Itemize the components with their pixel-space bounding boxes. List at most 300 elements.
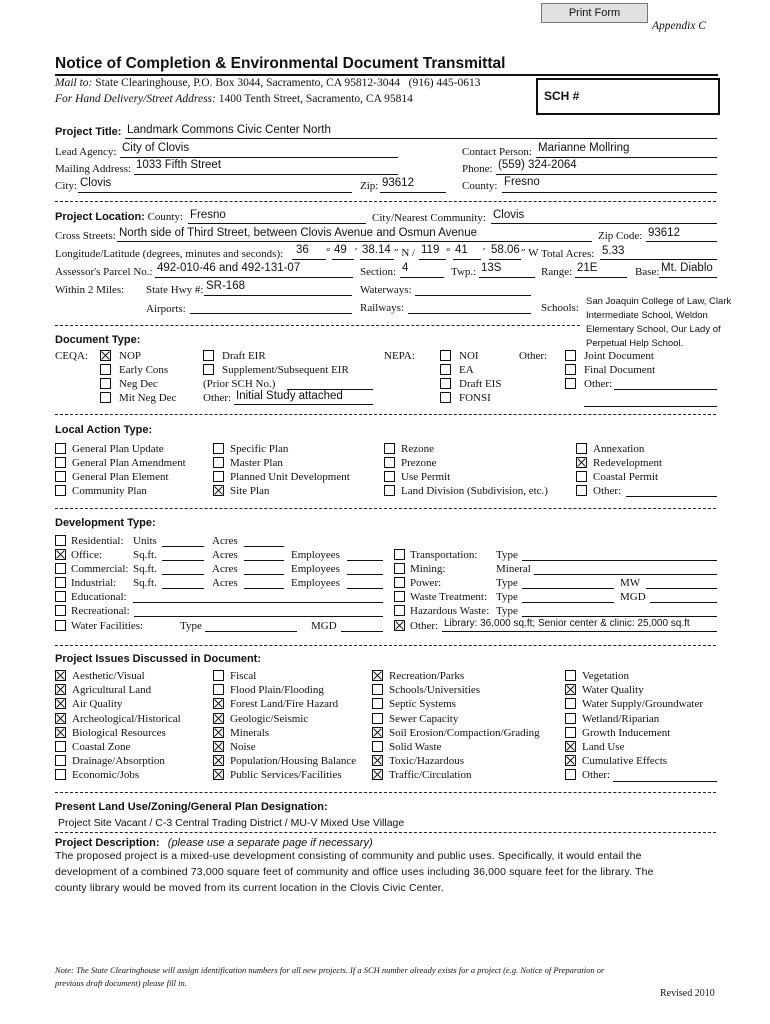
res-acres-field[interactable] [244,546,284,547]
issue-label-3-7: Toxic/Hazardous [389,755,464,768]
doc-other-label: Other: [519,350,548,362]
local-action-label-2-4: Site Plan [230,485,270,497]
mineral-field[interactable] [534,574,717,575]
location-county-label: County: [147,211,184,223]
local-action-checkbox-3-3[interactable] [384,471,395,482]
issue-checkbox-1-4[interactable] [55,713,66,724]
mailing-address-label: Mailing Address: [55,163,132,175]
appendix-label: Appendix C [652,20,706,32]
noi-checkbox[interactable] [440,350,451,361]
fonsi-label: FONSI [459,392,491,404]
residential-label: Residential: [71,535,124,547]
divider [55,201,716,202]
local-action-checkbox-1-1[interactable] [55,443,66,454]
schools-line-4[interactable]: Perpetual Help School. [586,338,684,349]
sch-box[interactable] [536,78,720,115]
issue-other-field[interactable] [613,781,717,782]
mw-label: MW [620,577,641,589]
power-checkbox[interactable] [394,577,405,588]
issue-label-4-4: Wetland/Riparian [582,712,660,725]
section-label: Section: [360,266,397,278]
lon-sec-field[interactable]: 58.06 [491,244,520,256]
county-label: County: [462,180,498,192]
local-action-label-3-2: Prezone [401,457,437,469]
issue-checkbox-2-4[interactable] [213,713,224,724]
nop-label: NOP [119,350,142,362]
twp-field[interactable]: 13S [481,262,502,274]
office-employees-label: Employees [291,549,340,561]
lead-agency-field[interactable]: City of Clovis [122,142,190,154]
city-label: City: [55,180,78,192]
base-field[interactable]: Mt. Diablo [661,262,713,274]
local-action-checkbox-4-2[interactable] [576,457,587,468]
power-label: Power: [410,577,442,589]
waste-mgd-label: MGD [620,591,646,603]
local-action-label-3-1: Rezone [401,443,434,455]
divider [55,645,716,646]
issue-checkbox-4-3[interactable] [565,698,576,709]
issue-label-1-2: Agricultural Land [72,684,152,697]
transport-type-label: Type [496,549,518,561]
hand-delivery-address: 1400 Tenth Street, Sacramento, CA 95814 [218,93,413,105]
location-zip-label: Zip Code: [598,230,643,242]
min-symbol: ′ [355,246,358,258]
office-label: Office: [71,549,102,561]
project-location-heading: Project Location: [55,211,145,223]
footer-note-line-1: Note: The State Clearinghouse will assign identification numbers for all new projects. If a SCH number already exists for a project (e.g. Notice of Preparation or [55,965,605,975]
ceqa-label: CEQA: [55,350,88,362]
project-location-row [55,211,183,223]
final-document-checkbox[interactable] [565,364,576,375]
project-title-field[interactable]: Landmark Commons Civic Center North [127,124,331,136]
issue-checkbox-4-7[interactable] [565,755,576,766]
ceqa-other-label: Other: [203,392,232,404]
development-type-heading: Development Type: [55,517,156,529]
mw-field[interactable] [646,588,717,589]
commercial-sqft-field[interactable] [162,574,204,575]
local-action-checkbox-2-2[interactable] [213,457,224,468]
fonsi-checkbox[interactable] [440,392,451,403]
issue-checkbox-3-5[interactable] [372,727,383,738]
doc-other-checkbox[interactable] [565,378,576,389]
description-line-3[interactable]: county library would be moved from its current location in the Clovis Civic Center. [55,882,444,894]
nearest-community-label: City/Nearest Community: [372,212,486,224]
local-action-label-2-1: Specific Plan [230,443,289,455]
local-action-checkbox-1-2[interactable] [55,457,66,468]
issue-checkbox-2-6[interactable] [213,741,224,752]
issue-label-4-2: Water Quality [582,684,644,697]
issue-label-2-6: Noise [230,741,256,753]
parcel-label: Assessor's Parcel No.: [55,266,153,278]
industrial-acres-label: Acres [212,577,238,589]
office-acres-field[interactable] [244,560,284,561]
airports-label: Airports: [146,303,186,315]
deg-symbol: ° [326,246,331,258]
waste-treatment-checkbox[interactable] [394,591,405,602]
lat-min-field[interactable]: 49 [334,244,347,256]
range-field[interactable]: 21E [577,262,598,274]
local-action-label-2-3: Planned Unit Development [230,471,350,483]
project-title-label: Project Title: [55,126,122,138]
local-action-checkbox-2-3[interactable] [213,471,224,482]
issue-checkbox-3-3[interactable] [372,698,383,709]
industrial-employees-label: Employees [291,577,340,589]
local-action-label-3-3: Use Permit [401,471,451,483]
office-sqft-label: Sq.ft. [133,549,157,561]
industrial-checkbox[interactable] [55,577,66,588]
issue-label-2-8: Public Services/Facilities [230,769,342,782]
doc-other-field-2[interactable] [584,406,717,407]
office-employees-field[interactable] [347,560,383,561]
supplement-eir-checkbox[interactable] [203,364,214,375]
transport-type-field[interactable] [522,560,717,561]
dev-other-checkbox[interactable] [394,620,405,631]
sch-label: SCH # [544,89,580,103]
lon-min-field[interactable]: 41 [455,244,468,256]
mining-label: Mining: [410,563,446,575]
water-mgd-label: MGD [311,620,337,632]
local-action-label-1-1: General Plan Update [72,443,164,455]
issue-label-1-8: Economic/Jobs [72,769,140,782]
total-acres-label: Total Acres: [541,248,595,260]
document-type-heading: Document Type: [55,334,141,346]
commercial-acres-label: Acres [212,563,238,575]
railways-field[interactable] [408,313,531,314]
project-issues-heading: Project Issues Discussed in Document: [55,653,262,665]
issue-checkbox-3-6[interactable] [372,741,383,752]
min-symbol-2: ′ [483,246,486,258]
issue-checkbox-2-7[interactable] [213,755,224,766]
local-action-label-1-4: Community Plan [72,485,147,497]
state-hwy-label: State Hwy #: [146,284,204,296]
ceqa-other-field[interactable]: Initial Study attached [236,390,343,402]
issue-label-3-3: Septic Systems [389,698,456,711]
issue-label-3-2: Schools/Universities [389,684,481,697]
noi-label: NOI [459,350,479,362]
mail-to-address: State Clearinghouse, P.O. Box 3044, Sacramento, CA 95812-3044 [95,77,400,89]
divider [55,325,580,326]
transportation-checkbox[interactable] [394,549,405,560]
location-zip-field[interactable]: 93612 [648,227,680,239]
lat-sec-field[interactable]: 38.14 [362,244,391,256]
issue-label-1-5: Biological Resources [72,726,166,739]
doc-other-option-label: Other: [584,378,613,390]
issue-checkbox-4-2[interactable] [565,684,576,695]
waterways-label: Waterways: [360,284,412,296]
recreational-checkbox[interactable] [55,605,66,616]
educational-field[interactable] [133,602,383,603]
res-acres-label: Acres [212,535,238,547]
recreational-field[interactable] [134,616,383,617]
industrial-acres-field[interactable] [244,588,284,589]
waterways-field[interactable] [415,295,531,296]
cross-streets-label: Cross Streets: [55,230,116,242]
issue-checkbox-3-8[interactable] [372,769,383,780]
issue-label-2-1: Fiscal [230,670,257,682]
issue-label-1-3: Air Quality [72,698,123,711]
issue-checkbox-4-6[interactable] [565,741,576,752]
range-label: Range: [541,266,573,278]
issue-checkbox-3-7[interactable] [372,755,383,766]
print-form-button[interactable]: Print Form [541,3,648,23]
local-action-label-3-4: Land Division (Subdivision, etc.) [401,485,548,497]
phone-label: Phone: [462,163,493,175]
description-line-2[interactable]: development of a combined 73,000 square feet of community and office uses including 36,000 square feet for the library. The [55,866,654,878]
issue-label-4-5: Growth Inducement [582,726,671,739]
waste-type-field[interactable] [522,602,614,603]
hazardous-type-label: Type [496,605,518,617]
issue-label-3-8: Traffic/Circulation [389,769,472,782]
recreational-label: Recreational: [71,605,130,617]
within-2-miles-label: Within 2 Miles: [55,284,125,296]
contact-person-label: Contact Person: [462,146,532,158]
industrial-sqft-label: Sq.ft. [133,577,157,589]
description-line-1[interactable]: The proposed project is a mixed-use development consisting of community and public uses. Specifically, it would entail the [55,850,642,862]
longlat-label: Longitude/Latitude (degrees, minutes and seconds): [55,248,284,260]
commercial-acres-field[interactable] [244,574,284,575]
issue-checkbox-1-3[interactable] [55,698,66,709]
parcel-field[interactable]: 492-010-46 and 492-131-07 [157,262,301,274]
draft-eir-label: Draft EIR [222,350,266,362]
hand-delivery-line [55,93,413,105]
hazardous-waste-checkbox[interactable] [394,605,405,616]
issue-checkbox-4-8[interactable] [565,769,576,780]
power-type-label: Type [496,577,518,589]
power-type-field[interactable] [522,588,614,589]
nearest-community-field[interactable]: Clovis [493,209,525,221]
local-action-label-1-2: General Plan Amendment [72,457,186,469]
zip-field[interactable]: 93612 [382,177,414,189]
dev-other-label: Other: [410,620,439,632]
local-action-checkbox-2-4[interactable] [213,485,224,496]
final-document-label: Final Document [584,364,656,376]
units-field[interactable] [162,546,204,547]
educational-label: Educational: [71,591,127,603]
waste-treatment-label: Waste Treatment: [410,591,488,603]
issue-checkbox-1-2[interactable] [55,684,66,695]
section-field[interactable]: 4 [402,262,409,274]
base-label: Base: [635,266,660,278]
ea-label: EA [459,364,474,376]
local-action-label-4-3: Coastal Permit [593,471,659,483]
mit-neg-dec-label: Mit Neg Dec [119,392,177,404]
commercial-employees-field[interactable] [347,574,383,575]
issue-label-2-5: Minerals [230,726,270,739]
divider [55,414,716,415]
issue-label-3-4: Sewer Capacity [389,712,459,725]
local-action-checkbox-3-4[interactable] [384,485,395,496]
schools-label: Schools: [541,302,579,314]
waste-type-label: Type [496,591,518,603]
description-heading-row [55,837,373,849]
issue-label-3-6: Solid Waste [389,741,442,753]
issue-label-4-6: Land Use [582,741,625,753]
commercial-sqft-label: Sq.ft. [133,563,157,575]
issue-label-3-1: Recreation/Parks [389,670,465,682]
joint-document-checkbox[interactable] [565,350,576,361]
water-facilities-checkbox[interactable] [55,620,66,631]
dev-other-field[interactable]: Library: 36,000 sq.ft; Senior center & clinic: 25,000 sq.ft [444,618,690,629]
local-action-checkbox-2-1[interactable] [213,443,224,454]
draft-eis-label: Draft EIS [459,378,502,390]
office-sqft-field[interactable] [162,560,204,561]
hazardous-type-field[interactable] [522,616,717,617]
local-action-label-4-1: Annexation [593,443,645,455]
n-symbol: ″ N / [394,247,416,259]
neg-dec-checkbox[interactable] [100,378,111,389]
issue-label-1-1: Aesthetic/Visual [72,670,145,682]
issue-label-1-4: Archeological/Historical [72,712,181,725]
mit-neg-dec-checkbox[interactable] [100,392,111,403]
issue-label-3-5: Soil Erosion/Compaction/Grading [389,726,540,739]
industrial-sqft-field[interactable] [162,588,204,589]
w-symbol: ″ W [521,247,539,259]
local-action-checkbox-3-2[interactable] [384,457,395,468]
mail-to-line [55,77,480,89]
joint-document-label: Joint Document [584,350,654,362]
issue-checkbox-1-8[interactable] [55,769,66,780]
draft-eis-checkbox[interactable] [440,378,451,389]
twp-label: Twp.: [451,266,477,278]
state-hwy-field[interactable]: SR-168 [206,280,245,292]
issue-checkbox-2-8[interactable] [213,769,224,780]
city-field[interactable]: Clovis [80,177,112,189]
issue-checkbox-4-5[interactable] [565,727,576,738]
industrial-label: Industrial: [71,577,117,589]
mineral-label: Mineral [496,563,531,575]
residential-checkbox[interactable] [55,535,66,546]
issue-label-2-2: Flood Plain/Flooding [230,684,324,697]
total-acres-field[interactable]: 5.33 [602,245,625,257]
early-cons-label: Early Cons [119,364,169,376]
local-action-checkbox-3-1[interactable] [384,443,395,454]
issue-checkbox-1-6[interactable] [55,741,66,752]
transportation-label: Transportation: [410,549,478,561]
issue-checkbox-1-5[interactable] [55,727,66,738]
issue-label-4-3: Water Supply/Groundwater [582,698,703,711]
project-description-heading: Project Description: [55,837,160,849]
mail-to-label: Mail to: [55,77,93,89]
schools-line-3[interactable]: Elementary School, Our Lady of [586,324,721,335]
location-county-field[interactable]: Fresno [190,209,226,221]
early-cons-checkbox[interactable] [100,364,111,375]
nop-checkbox[interactable] [100,350,111,361]
issue-checkbox-3-1[interactable] [372,670,383,681]
doc-other-field[interactable] [614,389,717,390]
hazardous-waste-label: Hazardous Waste: [410,605,490,617]
commercial-employees-label: Employees [291,563,340,575]
issue-checkbox-3-4[interactable] [372,713,383,724]
local-action-checkbox-4-3[interactable] [576,471,587,482]
title-underline [55,74,718,76]
form-title: Notice of Completion & Environmental Document Transmittal [55,55,506,72]
commercial-label: Commercial: [71,563,129,575]
units-label: Units [133,535,157,547]
deg-symbol-2: ° [446,246,451,258]
divider [55,508,716,509]
issue-label-1-7: Drainage/Absorption [72,755,165,768]
neg-dec-label: Neg Dec [119,378,158,390]
issue-label-1-6: Coastal Zone [72,741,131,753]
waste-mgd-field[interactable] [650,602,717,603]
supplement-eir-label: Supplement/Subsequent EIR [222,364,349,376]
water-type-field[interactable] [205,631,297,632]
issue-checkbox-3-2[interactable] [372,684,383,695]
railways-label: Railways: [360,302,404,314]
issue-label-4-1: Vegetation [582,670,630,682]
office-acres-label: Acres [212,549,238,561]
issue-label-4-8: Other: [582,769,611,782]
description-note: (please use a separate page if necessary) [167,837,373,849]
local-action-label-2-2: Master Plan [230,457,283,469]
office-checkbox[interactable] [55,549,66,560]
county-field[interactable]: Fresno [504,176,540,188]
local-action-label-1-3: General Plan Element [72,471,169,483]
divider [55,832,716,833]
issue-label-2-4: Geologic/Seismic [230,712,309,725]
divider [55,792,716,793]
issue-label-2-7: Population/Housing Balance [230,755,357,768]
issue-label-4-7: Cumulative Effects [582,755,668,768]
local-action-heading: Local Action Type: [55,424,153,436]
issue-checkbox-2-5[interactable] [213,727,224,738]
issue-checkbox-2-3[interactable] [213,698,224,709]
local-action-checkbox-4-4[interactable] [576,485,587,496]
issue-label-2-3: Forest Land/Fire Hazard [230,698,339,711]
land-use-heading: Present Land Use/Zoning/General Plan Designation: [55,801,328,813]
issue-checkbox-4-4[interactable] [565,713,576,724]
water-facilities-label: Water Facilities: [71,620,144,632]
local-action-checkbox-4-1[interactable] [576,443,587,454]
airports-field[interactable] [190,313,352,314]
water-type-label: Type [180,620,202,632]
zip-label: Zip: [360,180,379,192]
issue-checkbox-2-2[interactable] [213,684,224,695]
draft-eir-checkbox[interactable] [203,350,214,361]
mailing-address-field[interactable]: 1033 Fifth Street [136,159,222,171]
schools-line-2[interactable]: Intermediate School, Weldon [586,310,708,321]
schools-line-1[interactable]: San Joaquin College of Law, Clark [586,296,732,307]
local-action-checkbox-1-3[interactable] [55,471,66,482]
local-action-label-4-4: Other: [593,485,622,497]
contact-person-field[interactable]: Marianne Mollring [538,142,630,154]
mining-checkbox[interactable] [394,563,405,574]
educational-checkbox[interactable] [55,591,66,602]
prior-sch-label: (Prior SCH No.) [203,378,276,390]
land-use-field[interactable]: Project Site Vacant / C-3 Central Trading District / MU-V Mixed Use Village [58,817,405,829]
local-other-field[interactable] [626,496,717,497]
local-action-label-4-2: Redevelopment [593,457,663,469]
lon-deg-field[interactable]: 119 [421,244,440,256]
hand-delivery-label: For Hand Delivery/Street Address: [55,93,216,105]
cross-streets-field[interactable]: North side of Third Street, between Clovis Avenue and Osmun Avenue [119,227,477,239]
revised-label: Revised 2010 [660,988,715,999]
issue-checkbox-1-7[interactable] [55,755,66,766]
mail-phone: (916) 445-0613 [408,77,481,89]
issue-checkbox-2-1[interactable] [213,670,224,681]
lead-agency-label: Lead Agency: [55,146,117,158]
nepa-label: NEPA: [384,350,415,362]
commercial-checkbox[interactable] [55,563,66,574]
industrial-employees-field[interactable] [347,588,383,589]
water-mgd-field[interactable] [341,631,383,632]
ea-checkbox[interactable] [440,364,451,375]
phone-field[interactable]: (559) 324-2064 [498,159,577,171]
local-action-checkbox-1-4[interactable] [55,485,66,496]
issue-checkbox-1-1[interactable] [55,670,66,681]
issue-checkbox-4-1[interactable] [565,670,576,681]
lat-deg-field[interactable]: 36 [296,244,309,256]
